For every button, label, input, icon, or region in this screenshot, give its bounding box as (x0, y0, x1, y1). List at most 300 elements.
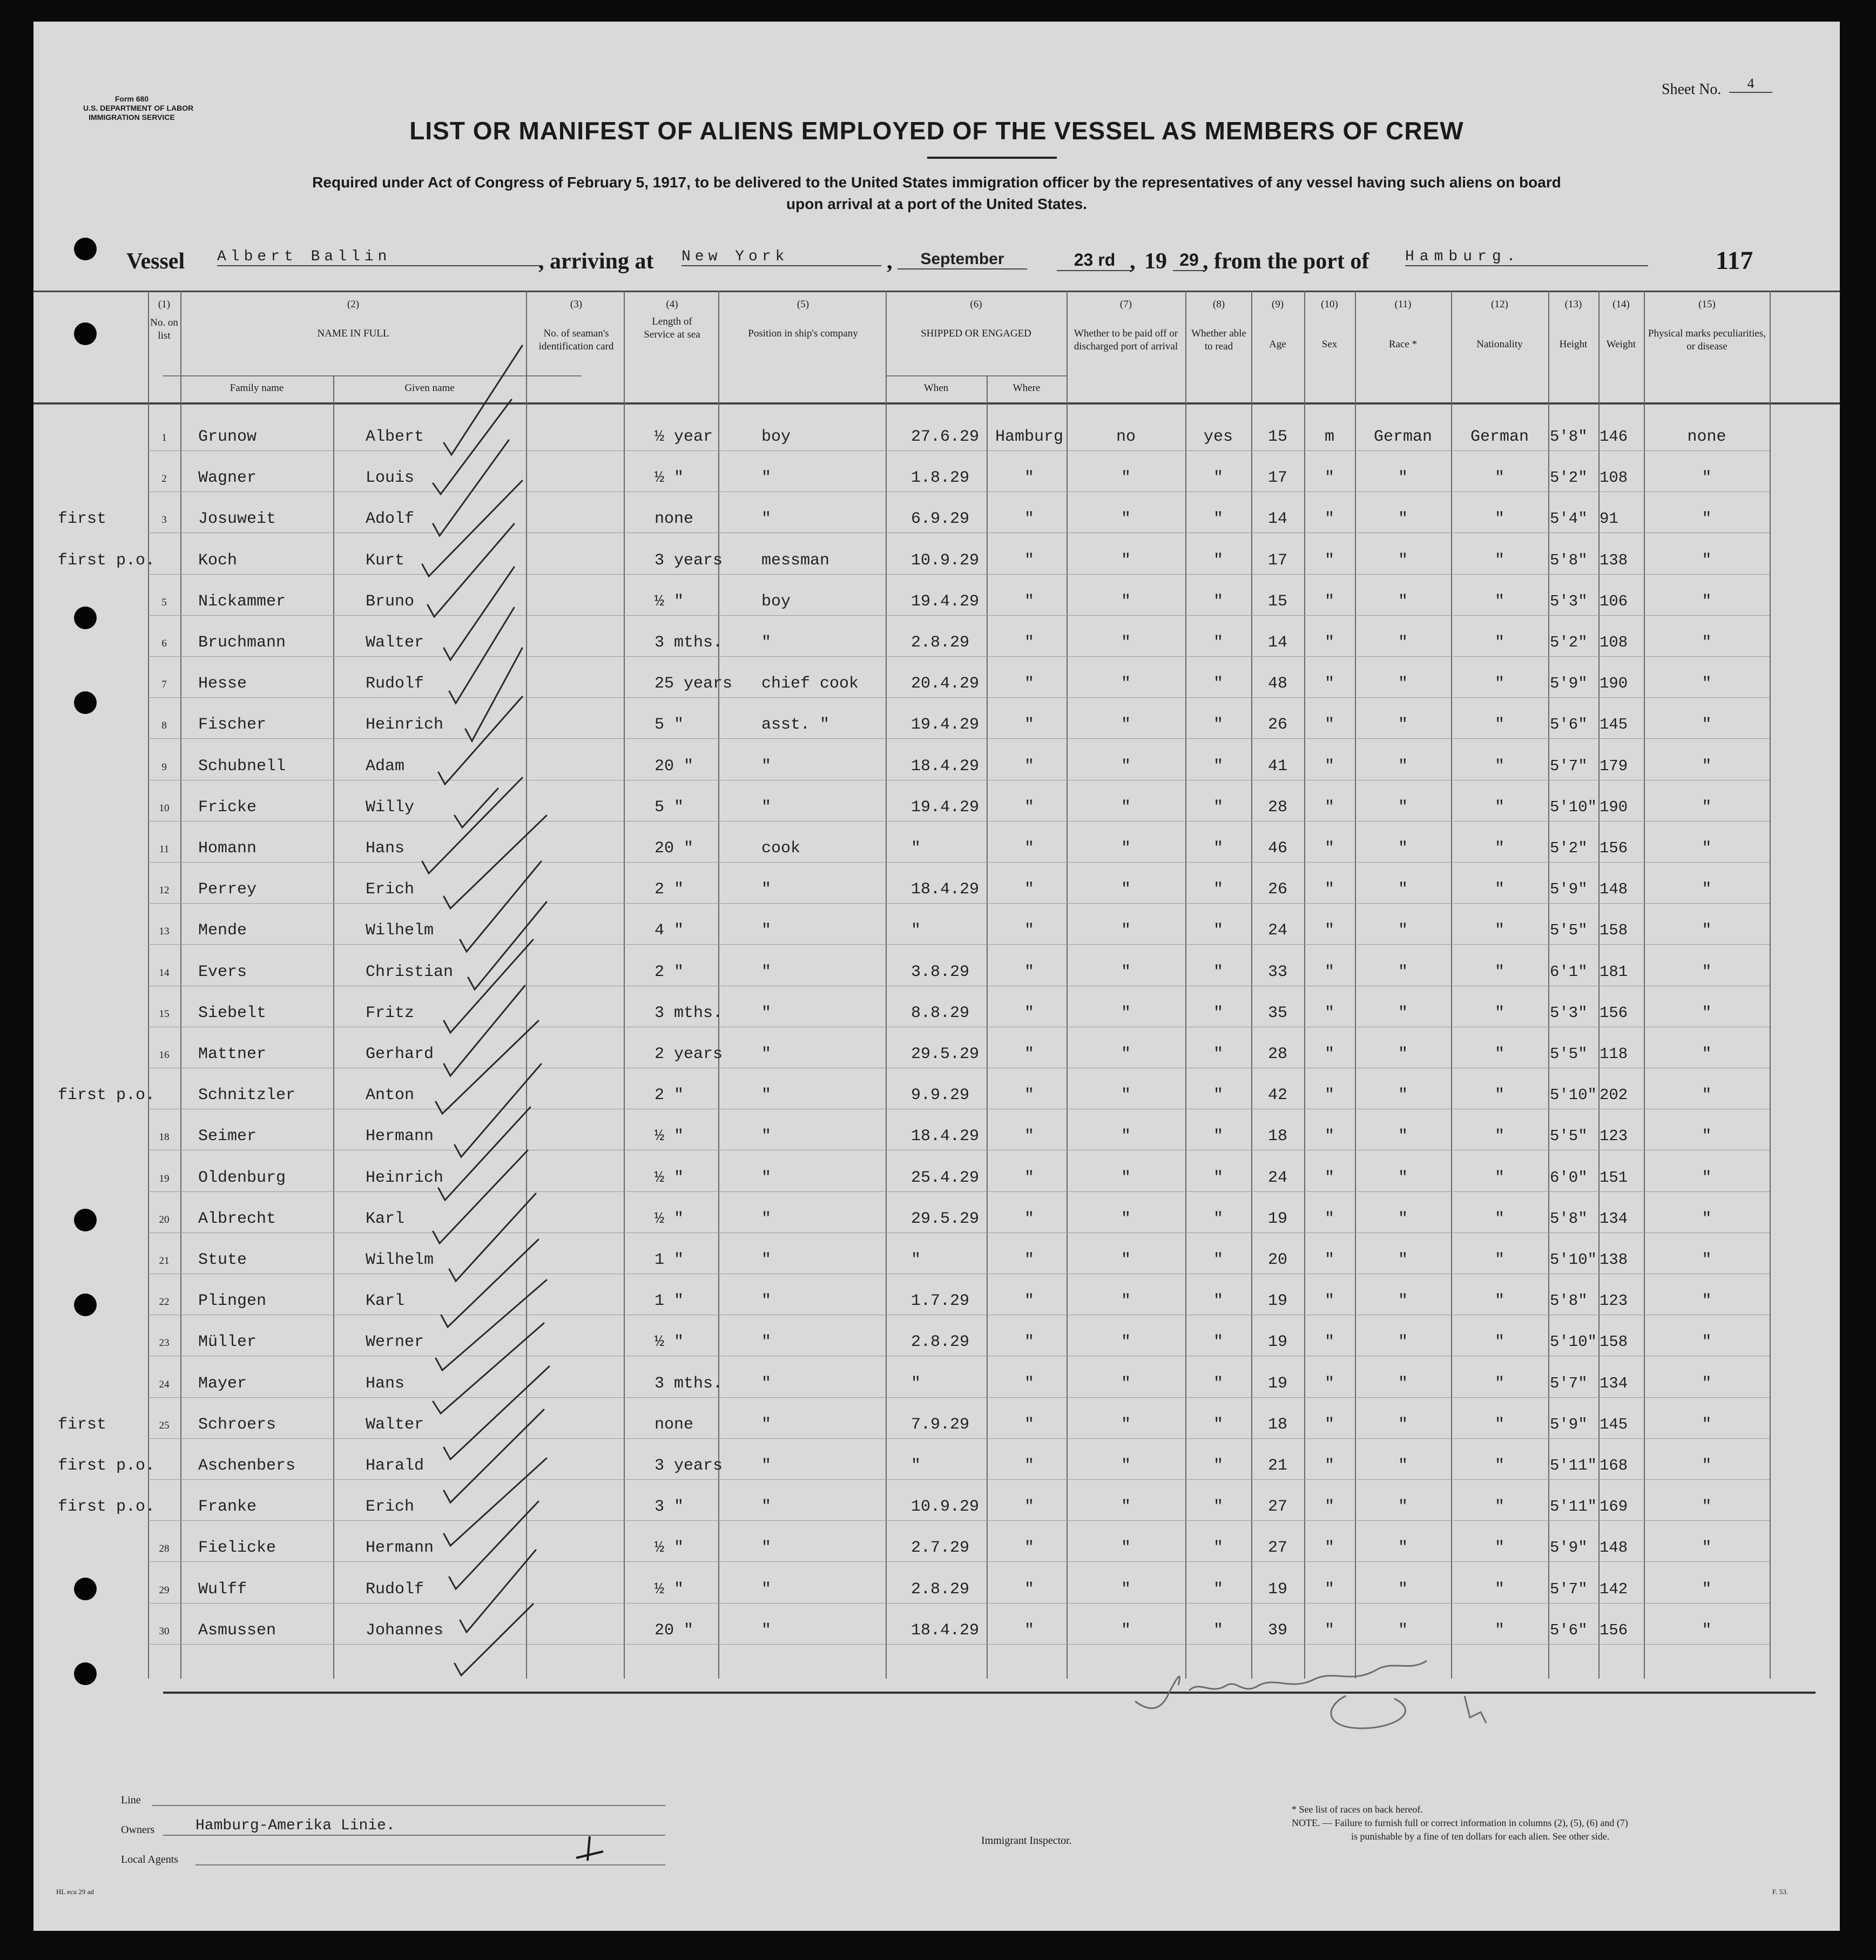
able-to-read: " (1213, 880, 1223, 899)
physical-marks: " (1702, 921, 1712, 940)
given-name: Louis (366, 469, 415, 487)
shipped-where: " (1024, 1127, 1034, 1146)
given-name: Walter (366, 1416, 424, 1434)
physical-marks: " (1702, 1375, 1712, 1393)
age: 35 (1267, 1004, 1287, 1022)
form-number: Form 680 (114, 95, 149, 103)
family-name: Koch (198, 551, 238, 570)
sex: " (1324, 1004, 1334, 1022)
paid-off: " (1121, 469, 1131, 487)
able-to-read: " (1213, 921, 1223, 940)
length-of-service: 5 " (654, 716, 684, 734)
weight: 148 (1600, 1539, 1628, 1557)
length-of-service: 3 years (654, 1457, 723, 1475)
physical-marks: " (1702, 716, 1712, 734)
ship-position: " (761, 1580, 772, 1599)
shipped-where: " (1024, 675, 1034, 693)
sex: " (1324, 469, 1334, 487)
shipped-where: " (1024, 1251, 1034, 1269)
shipped-when: 10.9.29 (911, 1498, 980, 1516)
age: 24 (1267, 1169, 1287, 1187)
shipped-when: 18.4.29 (911, 757, 980, 776)
physical-marks: " (1702, 1498, 1712, 1516)
race: " (1398, 510, 1408, 528)
shipped-when: 18.4.29 (911, 1127, 980, 1146)
paid-off: " (1121, 592, 1131, 611)
race: " (1398, 1498, 1408, 1516)
row-number: 25 (159, 1420, 170, 1431)
ship-position: " (761, 469, 772, 487)
shipped-where: " (1024, 1621, 1034, 1640)
col-title: SHIPPED OR ENGAGED (921, 327, 1031, 339)
given-name: Erich (366, 1498, 415, 1516)
able-to-read: " (1213, 757, 1223, 776)
ship-position: " (761, 1621, 772, 1640)
race: " (1398, 1169, 1408, 1187)
physical-marks: " (1702, 1333, 1712, 1351)
weight: 142 (1600, 1580, 1628, 1598)
paid-off: " (1121, 1580, 1131, 1599)
height: 5'9" (1550, 675, 1588, 692)
ship-position: " (761, 1045, 772, 1063)
arrival-day: 23 rd (1057, 250, 1132, 271)
nationality: " (1494, 1127, 1504, 1146)
ship-position: " (761, 921, 772, 940)
length-of-service: 4 " (654, 921, 684, 940)
form-department: U.S. DEPARTMENT OF LABOR (83, 103, 194, 112)
paid-off: " (1121, 1127, 1131, 1146)
age: 19 (1267, 1210, 1287, 1228)
weight: 156 (1600, 1621, 1628, 1639)
race: " (1398, 469, 1408, 487)
family-name: Wagner (198, 469, 257, 487)
shipped-when: 20.4.29 (911, 675, 980, 693)
length-of-service: 20 " (654, 1621, 694, 1640)
given-name: Wilhelm (366, 1251, 434, 1269)
paid-off: " (1121, 1169, 1131, 1187)
height: 5'10" (1550, 1333, 1597, 1351)
immigrant-inspector-label: Immigrant Inspector. (981, 1835, 1072, 1847)
length-of-service: ½ " (654, 1169, 684, 1187)
family-name: Schroers (198, 1416, 276, 1434)
shipped-when: 18.4.29 (911, 1621, 980, 1640)
physical-marks: " (1702, 1416, 1712, 1434)
races-note: * See list of races on back hereof. (1292, 1804, 1423, 1815)
row-number: 15 (159, 1008, 170, 1020)
race: " (1398, 963, 1408, 981)
nationality: " (1494, 1375, 1504, 1393)
sex: " (1324, 1251, 1334, 1269)
family-name: Fricke (198, 798, 257, 817)
height: 5'8" (1550, 428, 1588, 446)
weight: 123 (1600, 1292, 1628, 1310)
weight: 138 (1600, 551, 1628, 569)
ship-position: " (761, 798, 772, 817)
sheet-number-label: Sheet No. (1662, 81, 1722, 98)
paid-off: " (1121, 798, 1131, 817)
ship-position: messman (761, 551, 830, 570)
physical-marks: " (1702, 1004, 1712, 1022)
able-to-read: " (1213, 551, 1223, 570)
height: 5'10" (1550, 798, 1597, 816)
length-of-service: 20 " (654, 757, 694, 776)
weight: 156 (1600, 839, 1628, 857)
length-of-service: 1 " (654, 1292, 684, 1310)
able-to-read: " (1213, 798, 1223, 817)
race: " (1398, 592, 1408, 611)
weight: 118 (1600, 1045, 1628, 1063)
sex: " (1324, 551, 1334, 570)
weight: 106 (1600, 592, 1628, 610)
physical-marks: " (1702, 675, 1712, 693)
able-to-read: " (1213, 1127, 1223, 1146)
paid-off: " (1121, 1210, 1131, 1228)
family-name: Nickammer (198, 592, 286, 611)
row-number: 20 (159, 1214, 170, 1225)
form-service: IMMIGRATION SERVICE (89, 112, 175, 122)
race: " (1398, 1045, 1408, 1063)
sex: " (1324, 839, 1334, 858)
col-number: (15) (1698, 299, 1716, 310)
family-name: Schubnell (198, 757, 286, 776)
weight: 108 (1600, 469, 1628, 487)
physical-marks: " (1702, 1210, 1712, 1228)
weight: 190 (1600, 798, 1628, 816)
paid-off: " (1121, 963, 1131, 981)
sex: " (1324, 1045, 1334, 1063)
sex: " (1324, 1416, 1334, 1434)
weight: 151 (1600, 1169, 1628, 1187)
nationality: " (1494, 880, 1504, 899)
shipped-when: 18.4.29 (911, 880, 980, 899)
length-of-service: ½ " (654, 1539, 684, 1557)
height: 5'10" (1550, 1086, 1597, 1104)
row-number: 13 (159, 926, 170, 937)
sheet-number-value: 4 (1729, 76, 1772, 93)
nationality: " (1494, 963, 1504, 981)
height: 5'10" (1550, 1251, 1597, 1269)
height: 5'9" (1550, 1539, 1588, 1557)
physical-marks: " (1702, 1045, 1712, 1063)
able-to-read: " (1213, 1375, 1223, 1393)
row-margin-note: first p.o. (58, 1498, 156, 1516)
race: " (1398, 921, 1408, 940)
shipped-where: " (1024, 551, 1034, 570)
length-of-service: 3 mths. (654, 1004, 723, 1022)
row-number: 22 (159, 1296, 170, 1308)
weight: 158 (1600, 1333, 1628, 1351)
ship-position: asst. " (761, 716, 830, 734)
nationality: " (1494, 1416, 1504, 1434)
able-to-read: " (1213, 1621, 1223, 1640)
height: 5'9" (1550, 880, 1588, 898)
height: 5'3" (1550, 1004, 1588, 1022)
paid-off: " (1121, 1251, 1131, 1269)
ship-position: " (761, 1004, 772, 1022)
col-subheader-given: Given name (404, 382, 455, 394)
sex: " (1324, 1292, 1334, 1310)
length-of-service: ½ " (654, 469, 684, 487)
nationality: " (1494, 921, 1504, 940)
age: 42 (1267, 1086, 1287, 1104)
shipped-when: 29.5.29 (911, 1210, 980, 1228)
shipped-when: 2.8.29 (911, 1580, 970, 1599)
given-name: Willy (366, 798, 415, 817)
page-title: LIST OR MANIFEST OF ALIENS EMPLOYED OF THE VESSEL AS MEMBERS OF CREW (409, 117, 1464, 145)
family-name: Aschenbers (198, 1457, 296, 1475)
length-of-service: ½ " (654, 592, 684, 611)
col-title: Age (1269, 338, 1286, 350)
row-margin-note: first p.o. (58, 551, 156, 570)
age: 19 (1267, 1292, 1287, 1310)
shipped-when: 29.5.29 (911, 1045, 980, 1063)
row-margin-note: first p.o. (58, 1457, 156, 1475)
height: 5'9" (1550, 1416, 1588, 1433)
age: 15 (1267, 592, 1287, 611)
family-name: Franke (198, 1498, 257, 1516)
family-name: Plingen (198, 1292, 267, 1310)
shipped-when: 3.8.29 (911, 963, 970, 981)
ship-position: " (761, 963, 772, 981)
family-name: Perrey (198, 880, 257, 899)
physical-marks: " (1702, 757, 1712, 776)
ship-position: " (761, 1292, 772, 1310)
length-of-service: 2 " (654, 1086, 684, 1104)
page-number: 117 (1716, 246, 1753, 275)
height: 5'6" (1550, 716, 1588, 733)
given-name: Hermann (366, 1539, 434, 1557)
able-to-read: " (1213, 1004, 1223, 1022)
sex: " (1324, 963, 1334, 981)
shipped-where: " (1024, 592, 1034, 611)
age: 19 (1267, 1375, 1287, 1393)
physical-marks: " (1702, 1580, 1712, 1599)
shipped-when: 2.8.29 (911, 634, 970, 652)
paid-off: " (1121, 1457, 1131, 1475)
given-name: Albert (366, 428, 424, 446)
nationality: " (1494, 1045, 1504, 1063)
family-name: Hesse (198, 675, 247, 693)
shipped-where: " (1024, 1375, 1034, 1393)
physical-marks: " (1702, 963, 1712, 981)
height: 5'2" (1550, 634, 1588, 651)
paid-off: " (1121, 1004, 1131, 1022)
able-to-read: " (1213, 1086, 1223, 1104)
nationality: " (1494, 839, 1504, 858)
sex: " (1324, 1498, 1334, 1516)
length-of-service: ½ " (654, 1210, 684, 1228)
row-number: 30 (159, 1626, 170, 1637)
sex: " (1324, 880, 1334, 899)
physical-marks: " (1702, 1127, 1712, 1146)
given-name: Adam (366, 757, 405, 776)
paid-off: " (1121, 551, 1131, 570)
sex: " (1324, 1210, 1334, 1228)
sex: " (1324, 1457, 1334, 1475)
row-number: 9 (161, 762, 167, 773)
nationality: " (1494, 1580, 1504, 1599)
nationality: German (1470, 428, 1529, 446)
height: 5'5" (1550, 921, 1588, 939)
paid-off: " (1121, 634, 1131, 652)
col-number: (10) (1321, 299, 1338, 310)
given-name: Erich (366, 880, 415, 899)
paid-off: " (1121, 1292, 1131, 1310)
ship-position: boy (761, 428, 791, 446)
family-name: Grunow (198, 428, 257, 446)
shipped-where: Hamburg (995, 428, 1064, 446)
given-name: Heinrich (366, 1169, 444, 1187)
nationality: " (1494, 551, 1504, 570)
given-name: Karl (366, 1292, 405, 1310)
col-title: Weight (1606, 338, 1636, 350)
physical-marks: " (1702, 634, 1712, 652)
length-of-service: 3 mths. (654, 634, 723, 652)
col-title: NAME IN FULL (317, 327, 389, 339)
age: 21 (1267, 1457, 1287, 1475)
shipped-where: " (1024, 1580, 1034, 1599)
weight: 134 (1600, 1375, 1628, 1392)
col-title: No. on list (150, 316, 178, 341)
paid-off: " (1121, 675, 1131, 693)
able-to-read: yes (1203, 428, 1233, 446)
height: 6'1" (1550, 963, 1588, 981)
able-to-read: " (1213, 592, 1223, 611)
nationality: " (1494, 1539, 1504, 1557)
weight: 181 (1600, 963, 1628, 981)
able-to-read: " (1213, 675, 1223, 693)
able-to-read: " (1213, 1580, 1223, 1599)
length-of-service: none (654, 1416, 694, 1434)
race: " (1398, 1004, 1408, 1022)
given-name: Kurt (366, 551, 405, 570)
nationality: " (1494, 1498, 1504, 1516)
year-suffix: 29 (1173, 250, 1205, 271)
vessel-label: Vessel (126, 249, 185, 274)
col-title: Sex (1321, 338, 1338, 350)
able-to-read: " (1213, 963, 1223, 981)
col-number: (2) (347, 299, 360, 310)
sex: " (1324, 921, 1334, 940)
shipped-where: " (1024, 469, 1034, 487)
able-to-read: " (1213, 634, 1223, 652)
nationality: " (1494, 634, 1504, 652)
row-number: 1 (161, 432, 167, 443)
age: 28 (1267, 798, 1287, 817)
nationality: " (1494, 757, 1504, 776)
row-margin-note: first p.o. (58, 1086, 156, 1104)
able-to-read: " (1213, 1539, 1223, 1557)
col-number: (11) (1394, 299, 1412, 310)
sex: " (1324, 675, 1334, 693)
paid-off: " (1121, 1375, 1131, 1393)
height: 5'2" (1550, 839, 1588, 857)
weight: 134 (1600, 1210, 1628, 1228)
row-margin-note: first (58, 510, 107, 528)
col-subheader-when: When (923, 382, 949, 394)
footer-owners-label: Owners (121, 1824, 155, 1836)
shipped-where: " (1024, 1539, 1034, 1557)
nationality: " (1494, 1621, 1504, 1640)
col-number: (13) (1564, 299, 1582, 310)
family-name: Evers (198, 963, 247, 981)
physical-marks: " (1702, 1086, 1712, 1104)
col-title: Race * (1388, 338, 1418, 350)
age: 18 (1267, 1127, 1287, 1146)
col-title: Nationality (1476, 338, 1523, 350)
col-title: Whether to be paid off or discharged port of arrival (1074, 327, 1178, 352)
able-to-read: " (1213, 839, 1223, 858)
able-to-read: " (1213, 1169, 1223, 1187)
footer-owners-value: Hamburg-Amerika Linie. (195, 1817, 395, 1834)
col-title: Whether able to read (1191, 327, 1246, 352)
subtitle-line-2: upon arrival at a port of the United States. (786, 196, 1087, 212)
paid-off: " (1121, 1539, 1131, 1557)
race: " (1398, 757, 1408, 776)
race: " (1398, 675, 1408, 693)
height: 5'8" (1550, 1210, 1588, 1228)
ship-position: " (761, 1169, 772, 1187)
height: 5'8" (1550, 551, 1588, 569)
paid-off: " (1121, 1416, 1131, 1434)
col-number: (8) (1212, 299, 1225, 310)
paid-off: no (1116, 428, 1136, 446)
col-subheader-family: Family name (230, 382, 284, 394)
given-name: Gerhard (366, 1045, 434, 1063)
footer-line-label: Line (121, 1794, 141, 1806)
row-number: 7 (161, 679, 167, 690)
row-number: 3 (161, 514, 167, 526)
weight: 91 (1600, 510, 1618, 528)
race: " (1398, 839, 1408, 858)
shipped-where: " (1024, 1333, 1034, 1351)
paid-off: " (1121, 757, 1131, 776)
given-name: Werner (366, 1333, 424, 1351)
physical-marks: " (1702, 551, 1712, 570)
race: " (1398, 880, 1408, 899)
ship-position: " (761, 880, 772, 899)
row-number: 28 (159, 1543, 170, 1554)
arriving-label: , arriving at (538, 249, 654, 274)
shipped-when: 2.8.29 (911, 1333, 970, 1351)
row-number: 5 (161, 597, 167, 608)
shipped-when: 1.7.29 (911, 1292, 970, 1310)
shipped-when: 25.4.29 (911, 1169, 980, 1187)
age: 19 (1267, 1333, 1287, 1351)
height: 5'7" (1550, 1580, 1588, 1598)
col-title: Physical marks peculiarities, or disease (1648, 327, 1766, 352)
given-name: Karl (366, 1210, 405, 1228)
given-name: Fritz (366, 1004, 415, 1022)
given-name: Hermann (366, 1127, 434, 1146)
form-code-left: HL ecu 29 ad (56, 1888, 94, 1896)
able-to-read: " (1213, 1457, 1223, 1475)
age: 14 (1267, 510, 1287, 528)
ship-position: " (761, 1333, 772, 1351)
family-name: Siebelt (198, 1004, 267, 1022)
form-code-right: F. 53. (1772, 1888, 1788, 1896)
family-name: Mayer (198, 1375, 247, 1393)
able-to-read: " (1213, 1251, 1223, 1269)
age: 39 (1267, 1621, 1287, 1640)
length-of-service: ½ " (654, 1580, 684, 1599)
length-of-service: 3 " (654, 1498, 684, 1516)
ship-position: " (761, 1375, 772, 1393)
penalty-note-2: is punishable by a fine of ten dollars for each alien. See other side. (1351, 1831, 1610, 1842)
family-name: Seimer (198, 1127, 257, 1146)
weight: 169 (1600, 1498, 1628, 1516)
sex: " (1324, 1127, 1334, 1146)
